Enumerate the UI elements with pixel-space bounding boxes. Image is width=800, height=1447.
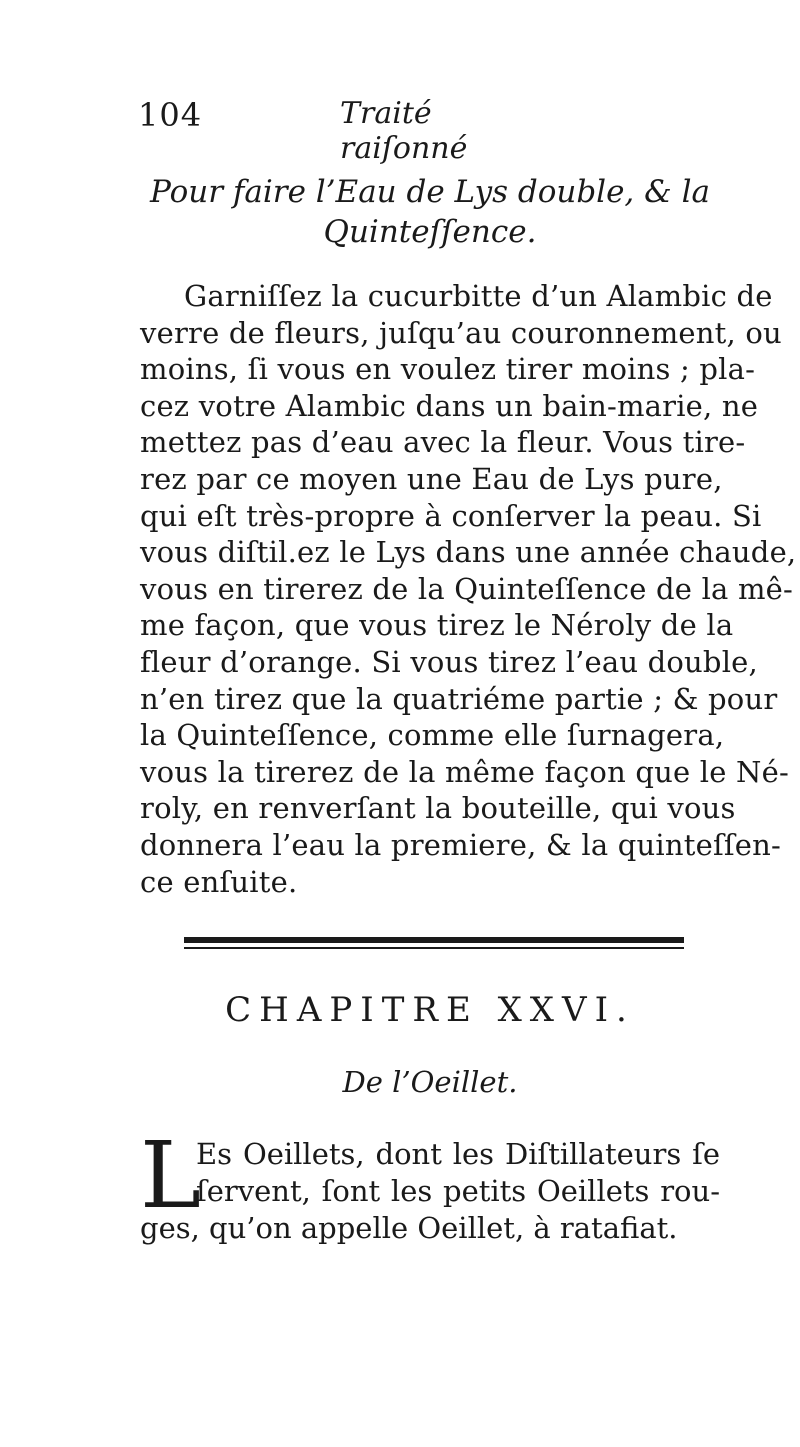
text-line: me façon, que vous tirez le Néroly de la <box>140 608 734 643</box>
text-line: la Quinteſſence, comme elle ſurnagera, <box>140 718 725 753</box>
text-line: ſervent, ſont les petits Oeillets rou- <box>196 1174 720 1208</box>
text-line: roly, en renverſant la bouteille, qui vous <box>140 791 736 826</box>
section-title-line-2: Quinteſſence. <box>323 214 537 250</box>
text-line: rez par ce moyen une Eau de Lys pure, <box>140 461 723 496</box>
text-line: vous en tirerez de la Quinteſſence de la mê- <box>140 571 794 606</box>
text-line: donnera l’eau la premiere, & la quinteſſen- <box>140 827 782 862</box>
text-line: n’en tirez que la quatriéme partie ; & pour <box>140 681 778 716</box>
body-paragraph <box>140 278 797 900</box>
text-line: vous la tirerez de la même façon que le Né- <box>140 754 789 789</box>
text-line: vous diſtil.ez le Lys dans une année chaude, <box>140 535 797 570</box>
section-divider-thick <box>184 937 684 943</box>
text-line: moins, ſi vous en voulez tirer moins ; pla- <box>140 352 756 387</box>
page-number: 104 <box>138 96 203 134</box>
section-divider-thin <box>184 947 684 949</box>
section-title-line-1: Pour faire l’Eau de Lys double, & la <box>150 174 710 210</box>
running-title: Traité raiſonné <box>340 96 468 166</box>
text-line: fleur d’orange. Si vous tirez l’eau double, <box>140 644 758 679</box>
text-line: verre de fleurs, juſqu’au couronnement, ou <box>140 315 782 350</box>
chapter-heading: CHAPITRE XXVI. <box>225 990 635 1030</box>
drop-cap: L <box>140 1122 202 1229</box>
text-line: cez votre Alambic dans un bain-marie, ne <box>140 388 759 423</box>
text-line: ce enſuite. <box>140 864 298 899</box>
text-line: Es Oeillets, dont les Diſtillateurs ſe <box>196 1137 720 1171</box>
running-head <box>138 96 558 166</box>
text-line: Garniſſez la cucurbitte d’un Alambic de <box>184 279 773 313</box>
text-line: qui eſt très-propre à conſerver la peau. Si <box>140 498 762 533</box>
text-line: mettez pas d’eau avec la fleur. Vous tire- <box>140 425 746 460</box>
text-line: ges, qu’on appelle Oeillet, à ratafiat. <box>140 1211 678 1245</box>
chapter-subtitle: De l’Oeillet. <box>342 1065 518 1099</box>
chapter-paragraph <box>140 1136 720 1247</box>
